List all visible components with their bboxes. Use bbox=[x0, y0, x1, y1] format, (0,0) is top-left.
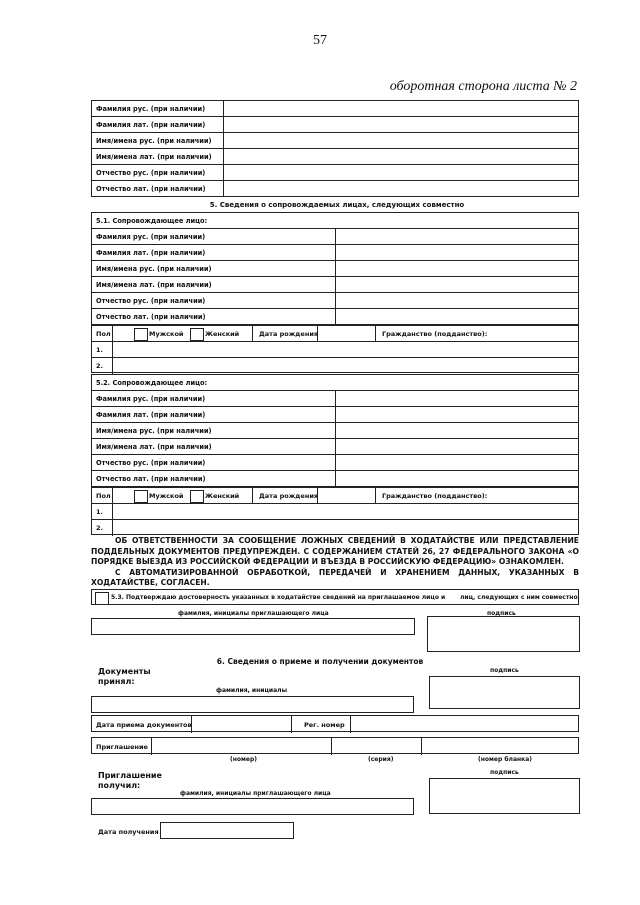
row-label: Имя/имена рус. (при наличии) bbox=[92, 261, 336, 277]
table-row bbox=[92, 117, 579, 133]
table-row bbox=[92, 391, 579, 407]
row-number: 1. bbox=[96, 508, 103, 516]
citizenship-label: Гражданство (подданство): bbox=[382, 492, 488, 500]
table-row bbox=[92, 277, 579, 293]
input-cell[interactable] bbox=[224, 117, 579, 133]
documents-accepted-label: Документы принял: bbox=[98, 667, 151, 686]
acceptor-name-field[interactable] bbox=[91, 696, 414, 713]
acceptance-date-field[interactable] bbox=[191, 716, 291, 733]
table-row bbox=[92, 149, 579, 165]
input-cell[interactable] bbox=[335, 455, 579, 471]
person-1-subtitle: 5.1. Сопровождающее лицо: bbox=[92, 213, 579, 229]
warning-paragraph-1: ОБ ОТВЕТСТВЕННОСТИ ЗА СООБЩЕНИЕ ЛОЖНЫХ СВЕДЕНИЙ В ХОДАТАЙСТВЕ ИЛИ ПРЕДСТАВЛЕНИЕ ПОДДЕЛЬНЫХ ДОКУМЕНТОВ ПРЕДУПРЕЖДЕН. С СОДЕРЖАНИЕМ СТАТЕЙ 26, 27 ФЕДЕРАЛЬНОГО ЗАКОНА «О ПОРЯДКЕ ВЫЕЗДА ИЗ РОССИЙСКОЙ ФЕДЕРАЦИИ И ВЪЕЗДА В РОССИЙСКУЮ ФЕДЕРАЦИЮ» ОЗНАКОМЛЕН. bbox=[91, 536, 579, 566]
row-label: Отчество рус. (при наличии) bbox=[92, 455, 336, 471]
row-label: Имя/имена рус. (при наличии) bbox=[92, 133, 224, 149]
row-label: Имя/имена лат. (при наличии) bbox=[92, 277, 336, 293]
responsibility-warning bbox=[91, 536, 579, 589]
input-cell[interactable] bbox=[335, 439, 579, 455]
input-cell[interactable] bbox=[224, 101, 579, 117]
male-label: Мужской bbox=[149, 492, 184, 500]
male-label: Мужской bbox=[149, 330, 184, 338]
input-cell[interactable] bbox=[335, 293, 579, 309]
section-5-title: 5. Сведения о сопровождаемых лицах, следующих совместно bbox=[92, 197, 579, 213]
sex-label: Пол bbox=[96, 330, 111, 338]
row-label: Отчество лат. (при наличии) bbox=[92, 309, 336, 325]
table-row bbox=[92, 261, 579, 277]
input-cell[interactable] bbox=[335, 277, 579, 293]
row-label: Отчество лат. (при наличии) bbox=[92, 471, 336, 487]
warning-paragraph-2: С АВТОМАТИЗИРОВАННОЙ ОБРАБОТКОЙ, ПЕРЕДАЧЕЙ И ХРАНЕНИЕМ ДАННЫХ, УКАЗАННЫХ В ХОДАТАЙСТВЕ, СОГЛАСЕН. bbox=[91, 567, 579, 587]
reg-number-field[interactable] bbox=[350, 716, 578, 733]
row-number: 2. bbox=[96, 362, 103, 370]
table-row bbox=[92, 309, 579, 325]
table-row bbox=[92, 293, 579, 309]
row-label: Фамилия рус. (при наличии) bbox=[92, 391, 336, 407]
sex-label: Пол bbox=[96, 492, 111, 500]
table-row bbox=[92, 245, 579, 261]
input-cell[interactable] bbox=[335, 407, 579, 423]
received-date-label: Дата получения bbox=[98, 828, 159, 836]
confirm-text-end: лиц, следующих с ним совместно. bbox=[460, 594, 580, 601]
input-cell[interactable] bbox=[335, 471, 579, 487]
input-cell[interactable] bbox=[335, 391, 579, 407]
row-number: 1. bbox=[96, 346, 103, 354]
male-checkbox[interactable] bbox=[134, 490, 148, 503]
table-row bbox=[92, 101, 579, 117]
invitation-blank-number-field[interactable] bbox=[421, 738, 578, 755]
row-label: Имя/имена лат. (при наличии) bbox=[92, 439, 336, 455]
inviter-name-field[interactable] bbox=[91, 618, 415, 635]
input-cell[interactable] bbox=[335, 423, 579, 439]
blank-number-caption: (номер бланка) bbox=[478, 756, 533, 763]
citizenship-label: Гражданство (подданство): bbox=[382, 330, 488, 338]
acceptor-signature-box[interactable] bbox=[429, 676, 580, 709]
confirm-text: 5.3. Подтверждаю достоверность указанных в ходатайстве сведений на приглашаемое лицо и bbox=[111, 594, 446, 601]
table-row bbox=[92, 407, 579, 423]
table-row bbox=[92, 423, 579, 439]
person-2-table bbox=[91, 374, 579, 487]
input-cell[interactable] bbox=[224, 181, 579, 197]
inviter-signature-box[interactable] bbox=[427, 616, 580, 652]
input-cell[interactable] bbox=[335, 261, 579, 277]
female-label: Женский bbox=[205, 330, 240, 338]
acceptance-row bbox=[91, 715, 579, 732]
confirm-row bbox=[91, 589, 579, 605]
table-row bbox=[92, 229, 579, 245]
row-label: Фамилия лат. (при наличии) bbox=[92, 407, 336, 423]
table-row bbox=[92, 165, 579, 181]
input-cell[interactable] bbox=[335, 309, 579, 325]
table-row bbox=[92, 471, 579, 487]
row-label: Фамилия рус. (при наличии) bbox=[92, 101, 224, 117]
table-row bbox=[92, 455, 579, 471]
series-caption: (серия) bbox=[368, 756, 394, 763]
section-5-table bbox=[91, 196, 579, 325]
invitation-series-field[interactable] bbox=[331, 738, 421, 755]
male-checkbox[interactable] bbox=[134, 328, 148, 341]
person-1-attributes bbox=[91, 325, 579, 373]
row-label: Отчество лат. (при наличии) bbox=[92, 181, 224, 197]
sheet-header: оборотная сторона листа № 2 bbox=[389, 79, 577, 94]
row-label: Отчество рус. (при наличии) bbox=[92, 293, 336, 309]
person-2-subtitle: 5.2. Сопровождающее лицо: bbox=[92, 375, 579, 391]
input-cell[interactable] bbox=[335, 229, 579, 245]
female-checkbox[interactable] bbox=[190, 328, 204, 341]
table-row bbox=[92, 439, 579, 455]
row-label: Фамилия рус. (при наличии) bbox=[92, 229, 336, 245]
confirm-checkbox[interactable] bbox=[95, 592, 109, 605]
receiver-name-field[interactable] bbox=[91, 798, 414, 815]
row-number: 2. bbox=[96, 524, 103, 532]
invitation-number-field[interactable] bbox=[151, 738, 331, 755]
table-row bbox=[92, 133, 579, 149]
acceptor-name-caption: фамилия, инициалы bbox=[216, 687, 288, 694]
signature-caption: подпись bbox=[487, 610, 516, 617]
row-label: Фамилия лат. (при наличии) bbox=[92, 117, 224, 133]
female-label: Женский bbox=[205, 492, 240, 500]
signature-caption: подпись bbox=[490, 667, 519, 674]
page-number: 57 bbox=[313, 33, 327, 48]
invitation-row bbox=[91, 737, 579, 754]
input-cell[interactable] bbox=[224, 165, 579, 181]
row-label: Фамилия лат. (при наличии) bbox=[92, 245, 336, 261]
table-row bbox=[92, 181, 579, 197]
acceptance-date-label: Дата приема документов bbox=[96, 721, 192, 729]
input-cell[interactable] bbox=[335, 245, 579, 261]
number-caption: (номер) bbox=[230, 756, 258, 763]
inviter-name-caption: фамилия, инициалы приглашающего лица bbox=[178, 610, 329, 617]
reg-number-label: Рег. номер bbox=[304, 721, 345, 729]
receiver-signature-box[interactable] bbox=[429, 778, 580, 814]
row-label: Отчество рус. (при наличии) bbox=[92, 165, 224, 181]
signature-caption: подпись bbox=[490, 769, 519, 776]
row-label: Имя/имена лат. (при наличии) bbox=[92, 149, 224, 165]
receiver-name-caption: фамилия, инициалы приглашающего лица bbox=[180, 790, 331, 797]
section-6-title: 6. Сведения о приеме и получении документов bbox=[216, 657, 424, 666]
input-cell[interactable] bbox=[224, 133, 579, 149]
applicant-name-table bbox=[91, 100, 579, 197]
received-date-field[interactable] bbox=[160, 822, 294, 839]
input-cell[interactable] bbox=[224, 149, 579, 165]
birth-date-label: Дата рождения bbox=[259, 492, 319, 500]
birth-date-label: Дата рождения bbox=[259, 330, 319, 338]
invitation-label: Приглашение bbox=[96, 743, 148, 751]
female-checkbox[interactable] bbox=[190, 490, 204, 503]
person-2-attributes bbox=[91, 487, 579, 535]
invitation-received-label: Приглашение получил: bbox=[98, 771, 162, 790]
row-label: Имя/имена рус. (при наличии) bbox=[92, 423, 336, 439]
